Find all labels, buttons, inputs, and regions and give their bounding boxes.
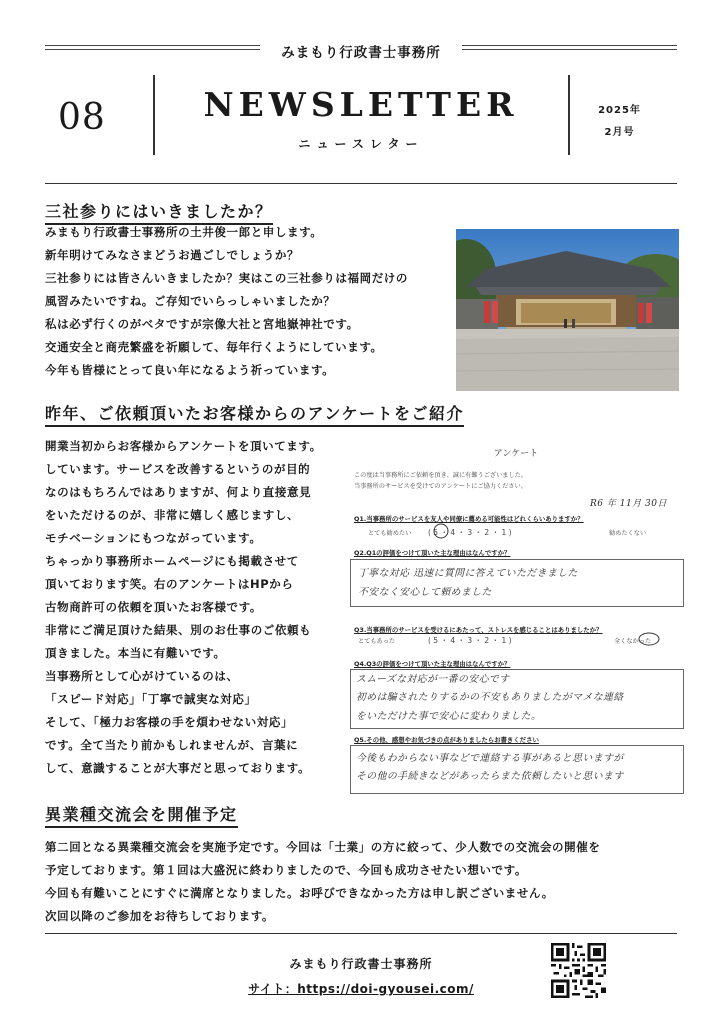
survey-title: アンケート — [493, 449, 539, 459]
survey-intro-1: この度は当事務所にご依頼を頂き、誠に有難うございました。 — [354, 472, 528, 479]
survey-q5: Q5.その他、感想やお気づきの点がありましたらお書きください — [354, 736, 539, 744]
survey-q3-right: 全くなかった — [614, 638, 652, 645]
survey-date: R6 年 11月 30日 — [590, 499, 667, 509]
newsletter-title: NEWSLETTER — [203, 85, 519, 124]
survey-intro-2: 当事務所のサービスを受けてのアンケートにご協力ください。 — [354, 483, 527, 490]
survey-q2-answer-line: 丁寧な対応 迅速に質問に答えていただきました — [358, 568, 578, 579]
shrine-photo — [456, 229, 679, 391]
footer-office-name: みまもり行政書士事務所 — [289, 957, 433, 971]
survey-form — [344, 438, 688, 802]
survey-q1: Q1.当事務所のサービスを友人や同僚に薦める可能性はどれくらいありますか？ — [354, 515, 584, 523]
issue-year: 2025年 — [598, 105, 641, 116]
footer-site-link[interactable]: サイト：https://doi-gyousei.com/ — [248, 982, 474, 996]
section3-line: 次回以降のご参加をお待ちしております。 — [45, 909, 274, 923]
section2-line: 頂いております笑。右のアンケートはHPから — [45, 577, 294, 591]
footer-rule — [45, 933, 677, 934]
survey-q4-answer-line: をいただけた事で安心に変わりました。 — [356, 711, 542, 722]
section2-line: をいただけるのが、非常に嬉しく感じますし、 — [45, 508, 300, 522]
survey-q2-answer-line: 不安なく安心して頼めました — [358, 587, 492, 598]
section1-line: みまもり行政書士事務所の土井俊一郎と申します。 — [45, 225, 323, 239]
header-bottom-rule — [45, 183, 677, 184]
survey-q3: Q3.当事務所のサービスを受けるにあたって、ストレスを感じることはありましたか？ — [354, 626, 603, 634]
section1-body — [45, 221, 408, 382]
section3-heading: 異業種交流会を開催予定 — [45, 802, 238, 828]
section2-line: そして、「極力お客様の手を煩わせない対応」 — [45, 715, 294, 729]
survey-q1-circle — [432, 522, 450, 540]
section2-line: 開業当初からお客様からアンケートを頂いてます。 — [45, 439, 322, 453]
survey-q4-answer-line: 初めは騙されたりするかの不安もありましたがマメな連絡 — [356, 692, 624, 703]
section3-body — [45, 836, 600, 928]
section2-heading: 昨年、ご依頼頂いたお客様からのアンケートをご紹介 — [45, 401, 464, 427]
survey-q5-answer-line: 今後もわからない事などで連絡する事があると思いますが — [356, 753, 624, 764]
section2-line: です。全て当たり前かもしれませんが、言葉に — [45, 738, 299, 752]
section1-heading: 三社参りにはいきましたか？ — [45, 199, 273, 225]
survey-q4: Q4.Q3の評価をつけて頂いた主な理由はなんですか？ — [354, 660, 511, 668]
section2-line: 非常にご満足頂けた結果、別のお仕事のご依頼も — [45, 623, 312, 637]
section1-line: 交通安全と商売繁盛を祈願して、毎年行くようにしています。 — [45, 340, 383, 354]
survey-q1-scale: ( 5 ・ 4 ・ 3 ・ 2 ・ 1 ) — [428, 528, 512, 537]
survey-q5-answer-line: その他の手続きなどがあったらまた依頼したいと思います — [356, 771, 624, 782]
section2-line: して、意識することが大事だと思っております。 — [45, 761, 311, 775]
survey-q3-scale: ( 5 ・ 4 ・ 3 ・ 2 ・ 1 ) — [428, 636, 512, 645]
section3-line: 第二回となる異業種交流会を実施予定です。今回は「士業」の方に絞って、少人数での交流会の開催を — [45, 840, 601, 854]
section2-line: モチベーションにもつながっています。 — [45, 531, 262, 545]
section3-line: 今回も有難いことにすぐに満席となりました。お呼びできなかった方は申し訳ございません。 — [45, 886, 554, 900]
survey-q1-right: 勧めたくない — [609, 530, 647, 537]
survey-q3-circle — [638, 632, 660, 646]
section2-line: 頂きました。本当に有難いです。 — [45, 646, 226, 660]
section2-line: 「スピード対応」「丁寧で誠実な対応」 — [45, 692, 257, 706]
section1-line: 三社参りには皆さんいきましたか？実はこの三社参りは福岡だけの — [45, 271, 408, 285]
section2-body — [45, 435, 322, 780]
section3-line: 予定しております。第１回は大盛況に終わりましたので、今回も成功させたい想いです。 — [45, 863, 527, 877]
survey-q1-left: とても勧めたい — [368, 530, 412, 537]
issue-number: 08 — [58, 97, 106, 138]
qr-code[interactable] — [551, 943, 606, 998]
section1-line: 風習みたいですね。ご存知でいらっしゃいましたか？ — [45, 294, 336, 308]
survey-q3-left: とてもあった — [358, 638, 396, 645]
newsletter-subtitle: ニュースレター — [298, 137, 424, 151]
section2-line: 古物商許可の依頼を頂いたお客様です。 — [45, 600, 262, 614]
section2-line: 当事務所として心がけているのは、 — [45, 669, 239, 683]
header-divider-right — [568, 75, 570, 155]
survey-q2: Q2.Q1の評価をつけて頂いた主な理由はなんですか？ — [354, 549, 511, 557]
section1-line: 私は必ず行くのがベタですが宗像大社と宮地嶽神社です。 — [45, 317, 359, 331]
section1-line: 新年明けてみなさまどうお過ごしでしょうか？ — [45, 248, 300, 262]
section1-line: 今年も皆様にとって良い年になるよう祈っています。 — [45, 363, 335, 377]
section2-line: ちゃっかり事務所ホームページにも掲載させて — [45, 554, 299, 568]
survey-q4-answer-line: スムーズな対応が一番の安心です — [356, 674, 510, 685]
issue-month: 2月号 — [604, 127, 635, 138]
section2-line: なのはもちろんではありますが、何より直接意見 — [45, 485, 312, 499]
section2-line: しています。サービスを改善するというのが目的 — [45, 462, 311, 476]
header-office-name: みまもり行政書士事務所 — [0, 41, 722, 61]
